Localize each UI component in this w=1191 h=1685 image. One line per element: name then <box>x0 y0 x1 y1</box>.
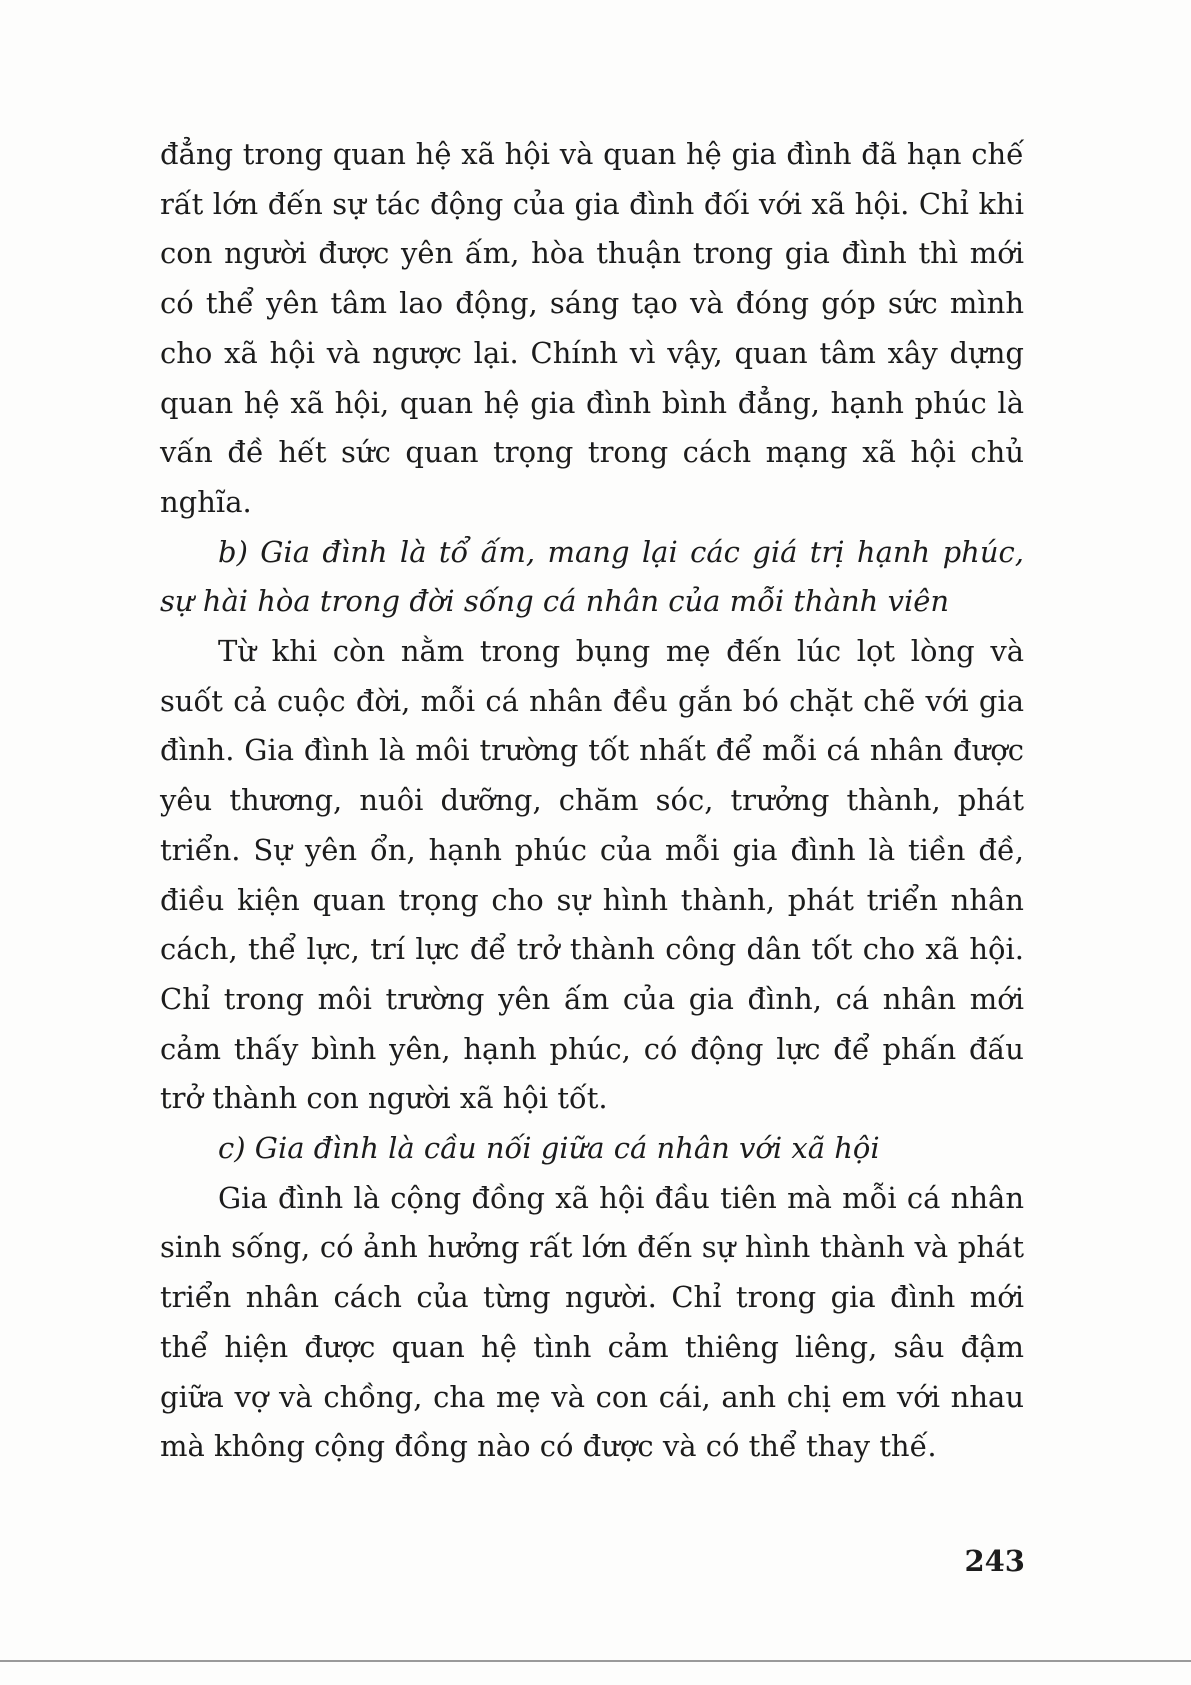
page-number: 243 <box>964 1544 1025 1578</box>
paragraph-continued: đẳng trong quan hệ xã hội và quan hệ gia đình đã hạn chế rất lớn đến sự tác động của gia đình đối với xã hội. Chỉ khi con người được yên ấm, hòa thuận trong gia đình thì mới có thể yên tâm lao động, sáng tạo và đóng góp sức mình cho xã hội và ngược lại. Chính vì vậy, quan tâm xây dựng quan hệ xã hội, quan hệ gia đình bình đẳng, hạnh phúc là vấn đề hết sức quan trọng trong cách mạng xã hội chủ nghĩa. <box>160 137 1024 519</box>
paragraph-c: Gia đình là cộng đồng xã hội đầu tiên mà mỗi cá nhân sinh sống, có ảnh hưởng rất lớn đến sự hình thành và phát triển nhân cách của từng người. Chỉ trong gia đình mới thể hiện được quan hệ tình cảm thiêng liêng, sâu đậm giữa vợ và chồng, cha mẹ và con cái, anh chị em với nhau mà không cộng đồng nào có được và có thể thay thế. <box>160 1180 1024 1464</box>
section-heading-c: c) Gia đình là cầu nối giữa cá nhân với xã hội <box>218 1131 880 1166</box>
paragraph-b: Từ khi còn nằm trong bụng mẹ đến lúc lọt lòng và suốt cả cuộc đời, mỗi cá nhân đều gắn bó chặt chẽ với gia đình. Gia đình là môi trường tốt nhất để mỗi cá nhân được yêu thương, nuôi dưỡng, chăm sóc, trưởng thành, phát triển. Sự yên ổn, hạnh phúc của mỗi gia đình là tiền đề, điều kiện quan trọng cho sự hình thành, phát triển nhân cách, thể lực, trí lực để trở thành công dân tốt cho xã hội. Chỉ trong môi trường yên ấm của gia đình, cá nhân mới cảm thấy bình yên, hạnh phúc, có động lực để phấn đấu trở thành con người xã hội tốt. <box>160 634 1024 1116</box>
body-text <box>160 130 1024 1472</box>
scan-edge-line <box>0 1660 1191 1662</box>
section-heading-b: b) Gia đình là tổ ấm, mang lại các giá trị hạnh phúc, sự hài hòa trong đời sống cá nhân của mỗi thành viên <box>160 534 1024 619</box>
